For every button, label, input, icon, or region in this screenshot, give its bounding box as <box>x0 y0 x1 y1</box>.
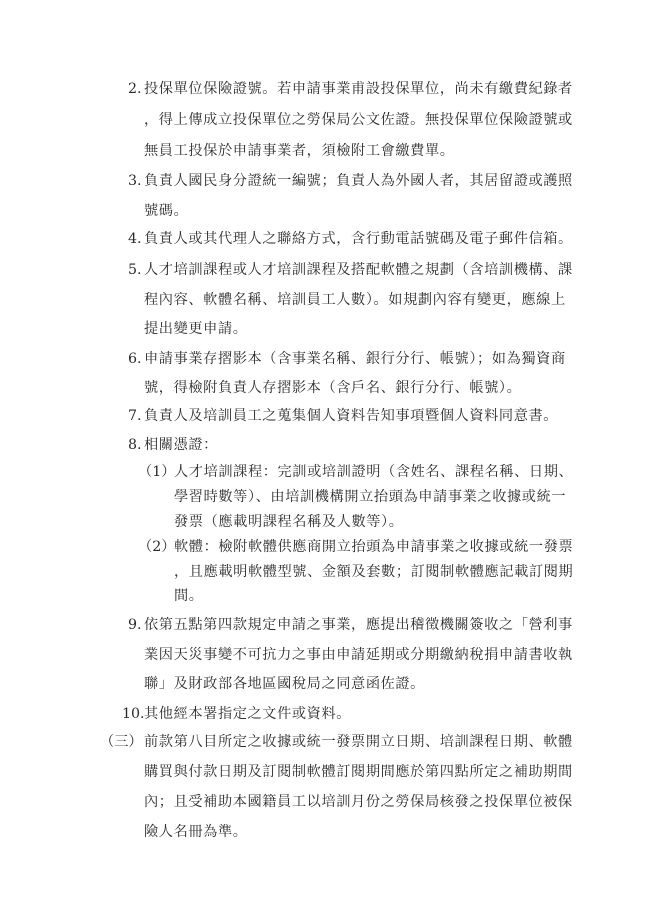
item-number: 2. <box>128 81 142 97</box>
item-number: 3. <box>128 173 142 189</box>
item-text-line: 號，得檢附負責人存摺影本（含戶名、銀行分行、帳號）。 <box>144 380 522 396</box>
subitem-text-line: 學習時數等）、由培訓機構開立抬頭為申請事業之收據或統一 <box>174 489 567 505</box>
subitem-number: （2） <box>138 539 176 555</box>
clause-text-line: 前款第八目所定之收據或統一發票開立日期、培訓課程日期、軟體 <box>144 734 573 750</box>
item-number: 10. <box>122 706 145 722</box>
item-text-line: 申請事業存摺影本（含事業名稱、銀行分行、帳號）；如為獨資商 <box>144 351 566 367</box>
item-number: 8. <box>128 437 142 453</box>
item-text-line: 聯」及財政部各地區國稅局之同意函佐證。 <box>144 676 425 692</box>
clause-number: （三） <box>100 734 143 750</box>
item-text-line: 提出變更申請。 <box>144 321 248 337</box>
subitem-text-line: 軟體：檢附軟體供應商開立抬頭為申請事業之收據或統一發票 <box>174 539 574 555</box>
item-text-line: 業因天災事變不可抗力之事由申請延期或分期繳納稅捐申請書收執 <box>144 647 573 663</box>
item-text-line: 程內容、軟體名稱、培訓員工人數）。如規劃內容有變更，應線上 <box>144 292 566 308</box>
subitem-text-line: 發票（應載明課程名稱及人數等）。 <box>174 514 404 530</box>
item-number: 7. <box>128 408 142 424</box>
item-number: 4. <box>128 231 142 247</box>
item-text-line: 負責人或其代理人之聯絡方式，含行動電話號碼及電子郵件信箱。 <box>144 231 573 247</box>
item-number: 5. <box>128 262 142 278</box>
item-text-line: 負責人及培訓員工之蒐集個人資料告知事項暨個人資料同意書。 <box>144 408 559 424</box>
subitem-text-line: ，且應載明軟體型號、金額及套數；訂閱制軟體應記載訂閱期 <box>174 564 574 580</box>
item-text-line: 投保單位保險證號。若申請事業甫設投保單位，尚未有繳費紀錄者 <box>144 81 573 97</box>
item-text-line: 其他經本署指定之文件或資料。 <box>144 706 352 722</box>
clause-text-line: 購買與付款日期及訂閱制軟體訂閱期間應於第四點所定之補助期間 <box>144 764 573 780</box>
item-text-line: ，得上傳成立投保單位之勞保局公文佐證。無投保單位保險證號或 <box>144 112 573 128</box>
item-text-line: 號碼。 <box>144 203 189 219</box>
clause-text-line: 內；且受補助本國籍員工以培訓月份之勞保局核發之投保單位被保 <box>144 794 573 810</box>
item-number: 6. <box>128 351 142 367</box>
subitem-text-line: 人才培訓課程：完訓或培訓證明（含姓名、課程名稱、日期、 <box>174 464 574 480</box>
subitem-number: （1） <box>138 464 176 480</box>
item-text-line: 依第五點第四款規定申請之事業，應提出稽徵機關簽收之「營利事 <box>144 617 573 633</box>
item-text-line: 無員工投保於申請事業者，須檢附工會繳費單。 <box>144 143 455 159</box>
clause-text-line: 險人名冊為準。 <box>144 824 248 840</box>
item-text-line: 負責人國民身分證統一編號；負責人為外國人者，其居留證或護照 <box>144 173 573 189</box>
subitem-text-line: 間。 <box>174 588 204 604</box>
item-text-line: 人才培訓課程或人才培訓課程及搭配軟體之規劃（含培訓機構、課 <box>144 262 573 278</box>
item-number: 9. <box>128 617 142 633</box>
item-text-line: 相關憑證： <box>144 437 218 453</box>
